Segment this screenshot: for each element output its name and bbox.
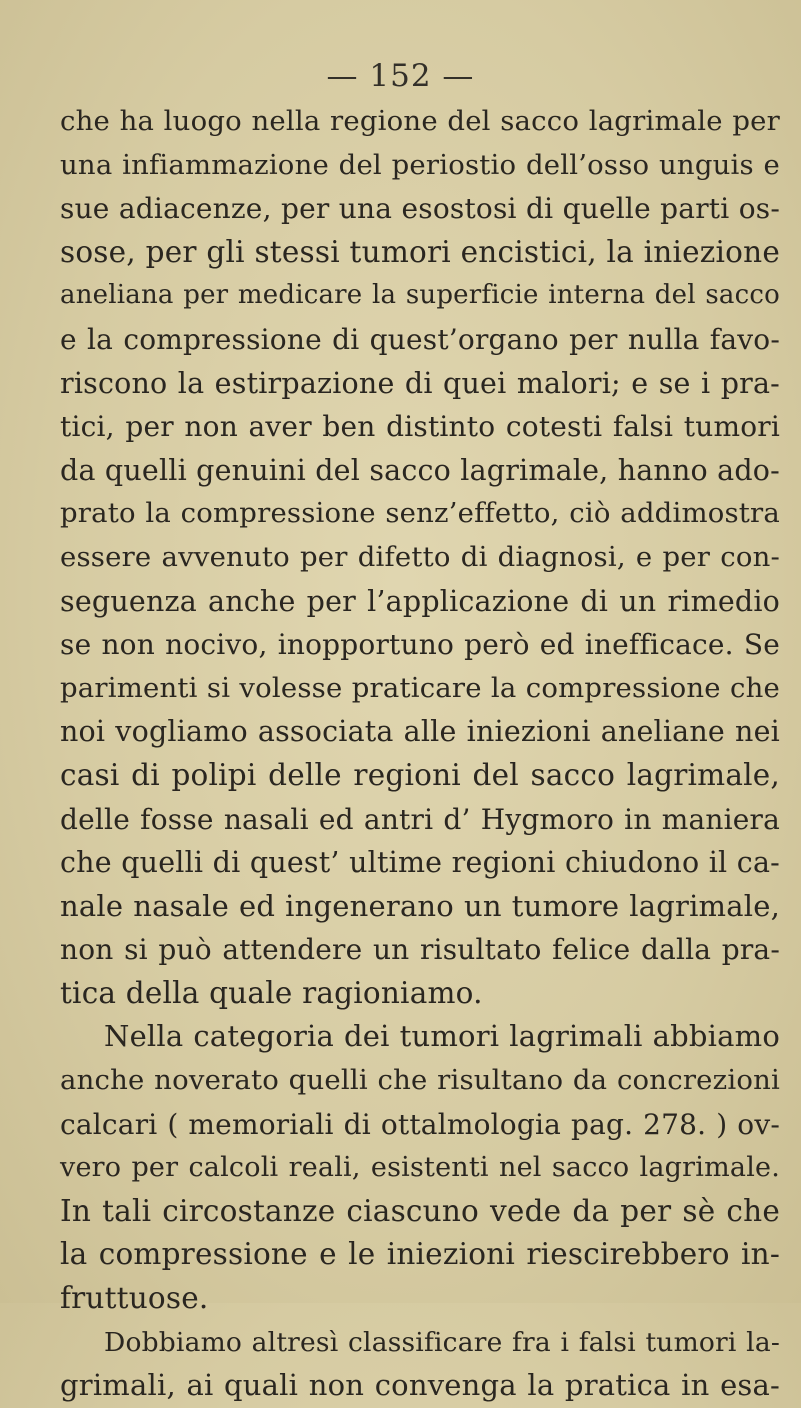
text-line: casi di polipi delle regioni del sacco lagrimale,: [60, 757, 780, 792]
text-line: delle fosse nasali ed antri d’ Hygmoro in maniera: [60, 802, 780, 836]
text-line: grimali, ai quali non convenga la pratica in esa-: [60, 1368, 780, 1403]
text-line: noi vogliamo associata alle iniezioni aneliane nei: [60, 715, 780, 749]
text-line: tica della quale ragioniamo.: [60, 975, 483, 1010]
text-line: riscono la estirpazione di quei malori; e se i pra-: [60, 366, 780, 400]
text-line: da quelli genuini del sacco lagrimale, hanno ado-: [60, 453, 780, 487]
paragraph-start-line: Dobbiamo altresì classificare fra i falsi tumori la-: [104, 1326, 780, 1358]
text-line: la compressione e le iniezioni riescirebbero in-: [60, 1237, 780, 1272]
text-line: anche noverato quelli che risultano da concrezioni: [60, 1064, 780, 1097]
text-line: che ha luogo nella regione del sacco lagrimale per: [60, 105, 780, 137]
text-line: calcari ( memoriali di ottalmologia pag. 278. ) ov-: [60, 1107, 780, 1141]
text-line: che quelli di quest’ ultime regioni chiudono il ca-: [60, 846, 780, 880]
body-text: [60, 100, 780, 1408]
text-line: prato la compressione senz’effetto, ciò addimostra: [60, 497, 780, 530]
text-line: non si può attendere un risultato felice dalla pra-: [60, 933, 780, 967]
text-line: sue adiacenze, per una esostosi di quelle parti os-: [60, 192, 780, 226]
text-line: tici, per non aver ben distinto cotesti falsi tumori: [60, 410, 780, 444]
paragraph-start-line: Nella categoria dei tumori lagrimali abbiamo: [104, 1019, 780, 1054]
text-line: vero per calcoli reali, esistenti nel sacco lagrimale.: [60, 1152, 780, 1184]
page-number: — 152 —: [326, 58, 475, 94]
text-line: se non nocivo, inopportuno però ed inefficace. Se: [60, 628, 780, 662]
text-line: parimenti si volesse praticare la compressione che: [60, 671, 780, 704]
text-line: In tali circostanze ciascuno vede da per sè che: [60, 1193, 780, 1228]
text-line: seguenza anche per l’applicazione di un rimedio: [60, 584, 780, 618]
text-line: aneliana per medicare la superficie interna del sacco: [60, 280, 780, 311]
text-line: essere avvenuto per difetto di diagnosi, e per con-: [60, 540, 780, 573]
text-line: nale nasale ed ingenerano un tumore lagrimale,: [60, 888, 780, 923]
text-line: una infiammazione del periostio dell’osso unguis e: [60, 148, 780, 181]
text-line: sose, per gli stessi tumori encistici, la iniezione: [60, 234, 780, 269]
text-line: e la compressione di quest’organo per nulla favo-: [60, 322, 780, 356]
text-line: fruttuose.: [60, 1281, 209, 1316]
